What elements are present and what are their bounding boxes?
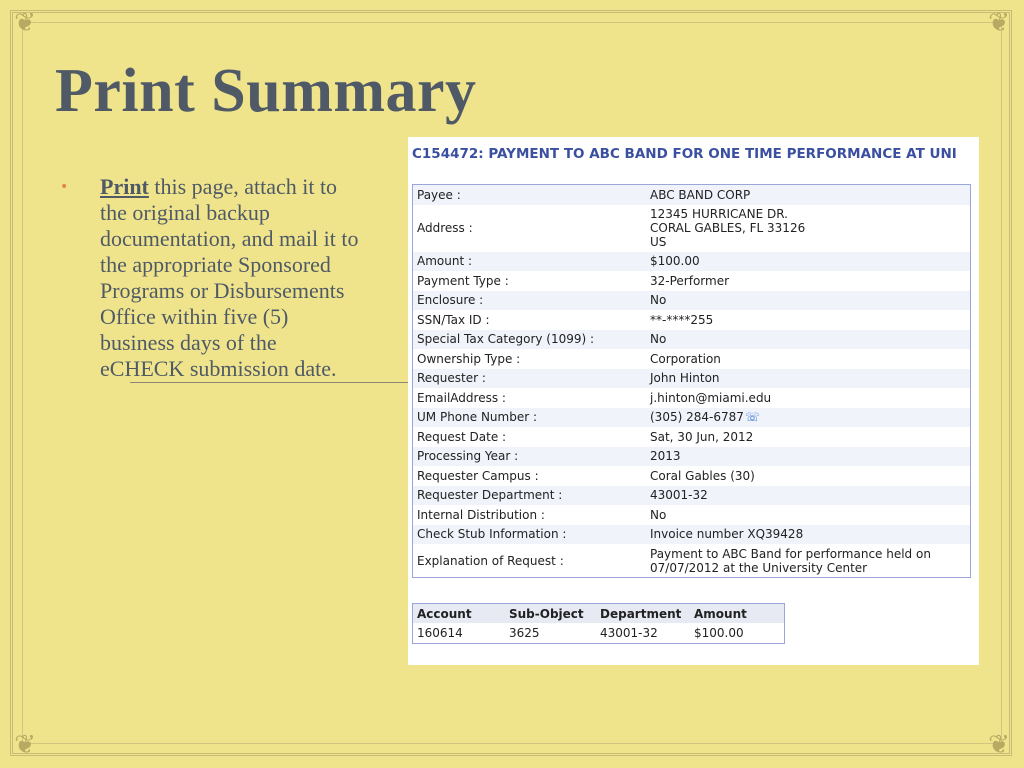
field-value-text: ABC BAND CORP <box>650 187 751 202</box>
table-row <box>413 330 971 350</box>
field-value-text: **-****255 <box>650 312 714 327</box>
field-label: Requester : <box>413 369 647 389</box>
table-row <box>413 185 971 205</box>
table-row <box>413 623 785 644</box>
field-value-text: Coral Gables (30) <box>650 468 755 483</box>
field-label: Ownership Type : <box>417 351 521 366</box>
table-row <box>413 291 971 311</box>
slide-title: Print Summary <box>55 57 477 125</box>
bullet-body: this page, attach it to the original backup documentation, and mail it to the appropriate Sponsored Programs or Disbursements Office within five (5) business days of the eCHECK submission date. <box>100 174 359 381</box>
table-row <box>413 388 971 408</box>
table-row <box>413 349 971 369</box>
field-value <box>646 505 971 525</box>
phone-link-icon[interactable]: ☏ <box>744 410 760 425</box>
field-label: Requester Campus : <box>417 468 539 483</box>
field-label: Explanation of Request : <box>417 553 564 568</box>
column-header: Department <box>596 604 690 624</box>
field-label: Payment Type : <box>417 273 509 288</box>
field-label: Special Tax Category (1099) : <box>413 330 647 350</box>
field-label: Check Stub Information : <box>413 525 647 545</box>
table-row <box>413 427 971 447</box>
column-header: Account <box>413 604 506 624</box>
field-value <box>646 525 971 545</box>
table-row <box>413 205 971 252</box>
field-value <box>646 310 971 330</box>
table-row <box>413 544 971 578</box>
field-label: Processing Year : <box>413 447 647 467</box>
field-value-text: John Hinton <box>650 371 720 386</box>
table-row <box>413 505 971 525</box>
table-row <box>413 486 971 506</box>
table-row <box>413 369 971 389</box>
field-label: Request Date : <box>417 429 507 444</box>
column-header: Sub-Object <box>505 604 596 624</box>
field-label: SSN/Tax ID : <box>417 312 490 327</box>
table-row <box>413 271 971 291</box>
column-header: Amount <box>690 604 785 624</box>
field-value-text: Invoice number XQ39428 <box>650 527 804 542</box>
field-value <box>646 205 971 252</box>
field-label: Requester Department : <box>413 486 647 506</box>
table-row <box>413 310 971 330</box>
field-value <box>646 466 971 486</box>
field-value-text: 43001-32 <box>650 488 708 503</box>
bullet-item <box>60 174 360 382</box>
field-value-line: 07/07/2012 at the University Center <box>650 560 868 575</box>
table-row <box>413 252 971 272</box>
table-header-row <box>413 604 785 624</box>
callout-line <box>130 382 410 383</box>
field-value-text: (305) 284-6787 <box>650 410 744 425</box>
field-value <box>646 185 971 205</box>
field-value-text: Sat, 30 Jun, 2012 <box>650 429 754 444</box>
field-value <box>646 408 971 428</box>
field-value <box>646 291 971 311</box>
field-value <box>646 447 971 467</box>
request-heading: C154472: PAYMENT TO ABC BAND FOR ONE TIME PERFORMANCE AT UNI <box>412 146 957 162</box>
table-cell: 3625 <box>509 626 540 640</box>
table-cell: 43001-32 <box>600 626 658 640</box>
request-details-table <box>412 184 971 578</box>
field-label: Enclosure : <box>413 291 647 311</box>
field-label: Address : <box>417 221 473 235</box>
bullet-icon: • <box>60 179 69 195</box>
corner-ornament-icon: ❦ <box>988 8 1010 38</box>
field-label: Internal Distribution : <box>417 507 545 522</box>
field-value-line: 12345 HURRICANE DR. <box>650 207 788 221</box>
table-row <box>413 466 971 486</box>
field-value-text: No <box>650 332 667 347</box>
field-value-text: No <box>650 507 667 522</box>
field-value-line: CORAL GABLES, FL 33126 <box>650 221 806 235</box>
field-value <box>646 349 971 369</box>
corner-ornament-icon: ❦ <box>14 8 36 38</box>
table-row <box>413 525 971 545</box>
field-label: EmailAddress : <box>417 390 506 405</box>
corner-ornament-icon: ❦ <box>988 730 1010 760</box>
field-value-text: Corporation <box>650 351 721 366</box>
field-value-text: 2013 <box>650 449 681 464</box>
field-value <box>646 252 971 272</box>
field-value-line: US <box>650 235 667 249</box>
field-value <box>646 330 971 350</box>
embedded-screenshot <box>408 137 979 665</box>
table-row <box>413 447 971 467</box>
field-value <box>646 271 971 291</box>
field-value-text: $100.00 <box>650 254 700 269</box>
field-value-text: 32-Performer <box>650 273 730 288</box>
field-value <box>646 369 971 389</box>
field-value <box>646 388 971 408</box>
field-value-text: j.hinton@miami.edu <box>650 390 772 405</box>
table-cell: $100.00 <box>694 626 744 640</box>
field-label: Amount : <box>413 252 647 272</box>
field-value-line: Payment to ABC Band for performance held on <box>650 546 931 561</box>
table-cell: 160614 <box>417 626 463 640</box>
corner-ornament-icon: ❦ <box>14 730 36 760</box>
field-value <box>646 486 971 506</box>
table-row <box>413 408 971 428</box>
account-table <box>412 603 785 644</box>
field-label: Payee : <box>413 185 647 205</box>
bullet-text <box>100 174 360 382</box>
field-label: UM Phone Number : <box>413 408 647 428</box>
field-value <box>646 544 971 578</box>
bullet-emphasis: Print <box>100 174 149 199</box>
field-value <box>646 427 971 447</box>
field-value-text: No <box>650 293 667 308</box>
